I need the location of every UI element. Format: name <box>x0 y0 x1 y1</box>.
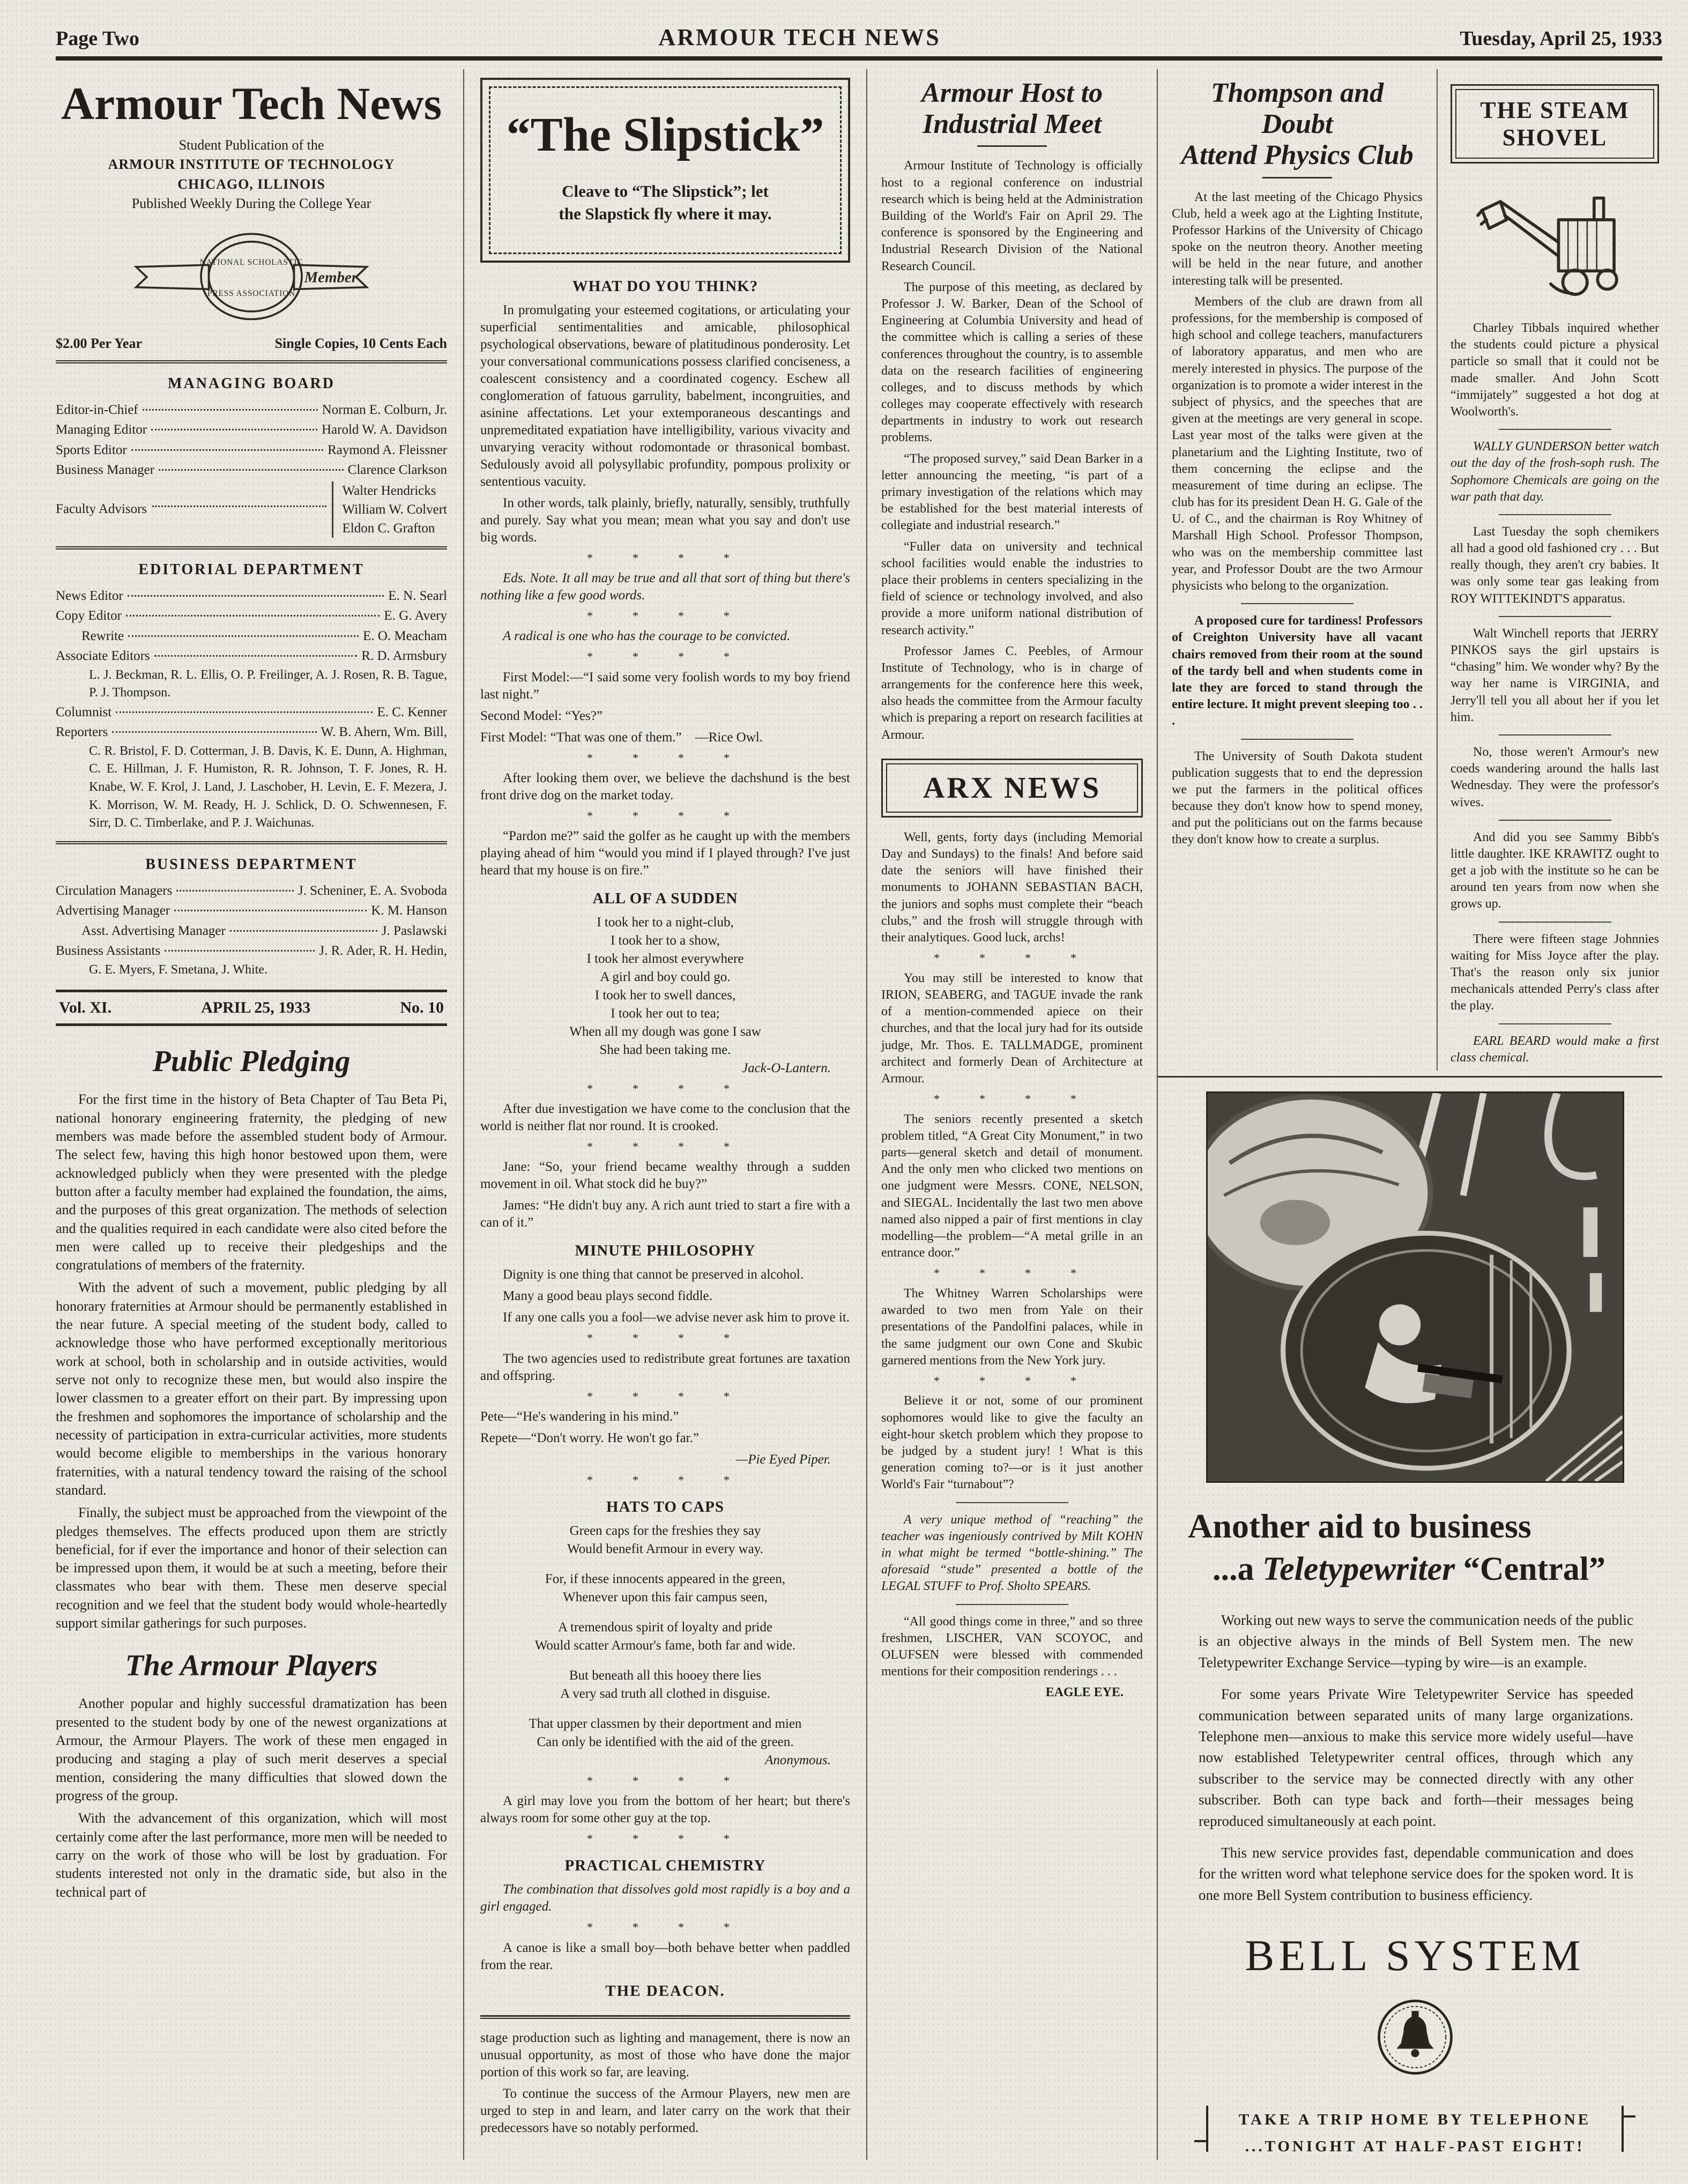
paragraph: When all my dough was gone I saw <box>569 1024 761 1039</box>
ad-headline-2 <box>1213 1550 1647 1588</box>
paragraph: There were fifteen stage Johnnies waiting for Miss Joyce after the play. That's the reason only six junior mechanicals attended Perry's class after the play. <box>1451 932 1659 1013</box>
masthead-subtitle: Student Publication of the <box>179 137 324 153</box>
paragraph: stage production such as lighting and management, there is now an unusual opportunity, as most of those who have done the major portion of this work so far, are leaving. <box>480 2030 850 2079</box>
paragraph: With the advancement of this organization, which will most certainly come after the last performance, more men will be needed to carry on the work of those who will be lost by graduation. For students interested not only in the dramatic side, but also in the technical part of <box>56 1810 447 1900</box>
paragraph: Finally, the subject must be approached from the viewpoint of the pledges themselves. The effects produced upon them are strictly beneficial, for if ever the importance and honor of their selection can be impressed upon them, it would be at such a meeting, before their classmates who bear with them. These men deserve special recognition and we feel that the student body would whole-heartedly support similar gatherings for such purposes. <box>56 1505 447 1631</box>
article-body <box>881 158 1143 743</box>
section-rule <box>56 841 447 844</box>
paragraph: A very sad truth all clothed in disguise. <box>560 1687 770 1701</box>
headline-dash <box>977 145 1047 147</box>
paragraph: Dignity is one thing that cannot be preserved in alcohol. <box>503 1267 804 1282</box>
paragraph: Another popular and highly successful dramatization has been presented to the student body by one of the newest organizations at Armour, the Armour Players. The work of these men engaged in producing and staging a play of such merit deserves a special mention, considering the many difficulties that slowed down the progress of the group. <box>56 1696 447 1803</box>
ad-top-rule <box>1158 1076 1662 1078</box>
paragraph: WALLY GUNDERSON better watch out the day of the frosh-soph rush. The Sophomore Chemicals are going on the war path that day. <box>1451 440 1659 504</box>
paragraph: EAGLE EYE. <box>1045 1685 1124 1700</box>
paragraph: In other words, talk plainly, briefly, naturally, sensibly, truthfully and purely. Say what you mean; mean what you say and don't use big words. <box>480 496 850 545</box>
verse-gap <box>480 1655 850 1667</box>
faculty-advisors-row <box>56 481 447 538</box>
issue-date: APRIL 25, 1933 <box>201 999 311 1017</box>
headline-line: Industrial Meet <box>923 109 1102 140</box>
masthead-frequency: Published Weekly During the College Year <box>131 196 371 212</box>
badge-member-label: Member <box>304 269 358 286</box>
credit-row: Business Manager Clarence Clarkson <box>56 463 447 478</box>
ad-footer-line: ...TONIGHT AT HALF-PAST EIGHT! <box>1245 2137 1585 2155</box>
paragraph: She had been taking me. <box>599 1043 731 1057</box>
paragraph: First Model:—“I said some very foolish words to my boy friend last night.” <box>480 670 850 702</box>
paragraph: For the first time in the history of Beta Chapter of Tau Beta Pi, national honorary engineering fraternity, the pledging of new members was made before the assembled student body of Armour. The select few, having this high honor bestowed upon them, were acknowledged publicly when they were presented with the pledge button after a faculty member had explained the foundation, the aims, and the purposes of this great organization. The methods of selection and the qualities required in each candidate were also cited before the men were called up to receive their pledgeships and the congratulations of members of the fraternity. <box>56 1091 447 1273</box>
paragraph: Would benefit Armour in every way. <box>567 1542 763 1556</box>
credit-row: Advertising Manager K. M. Hanson <box>56 903 447 918</box>
ad-headline-suffix: “Central” <box>1455 1550 1605 1587</box>
paragraph: ALL OF A SUDDEN <box>592 889 738 907</box>
item-divider <box>1499 514 1611 515</box>
paragraph: For, if these innocents appeared in the green, <box>545 1572 786 1586</box>
stars-separator: * * * * <box>587 1774 743 1787</box>
article-arx-news <box>881 759 1143 1702</box>
managing-board-heading: MANAGING BOARD <box>168 375 335 392</box>
paragraph: A girl may love you from the bottom of her heart; but there's always room for some other guy at the top. <box>480 1794 850 1826</box>
paragraph: Green caps for the freshies they say <box>569 1524 761 1538</box>
masthead-city: CHICAGO, ILLINOIS <box>177 176 325 192</box>
paragraph: A canoe is like a small boy—both behave better when paddled from the rear. <box>480 1940 850 1972</box>
stars-separator: * * * * <box>587 808 743 822</box>
slipstick-box <box>480 78 850 263</box>
stars-separator: * * * * <box>587 1082 743 1095</box>
credit-row: Reporters W. B. Ahern, Wm. Bill, <box>56 725 447 740</box>
advisors-label: Faculty Advisors <box>56 502 147 517</box>
paragraph: But beneath all this hooey there lies <box>569 1668 762 1683</box>
steam-shovel-icon <box>1464 175 1646 309</box>
paragraph: Working out new ways to serve the communication needs of the public is an objective always in the minds of Bell System men. The new Teletypewriter Exchange Service—typing by wire—is an example. <box>1199 1611 1633 1670</box>
item-divider <box>956 1502 1068 1503</box>
paragraph: Second Model: “Yes?” <box>480 708 603 723</box>
paragraph: Repete—“Don't worry. He won't go far.” <box>480 1430 699 1445</box>
item-divider <box>1241 739 1354 740</box>
paragraph: A girl and boy could go. <box>600 970 731 984</box>
stars-separator: * * * * <box>587 650 743 664</box>
running-title: ARMOUR TECH NEWS <box>658 24 941 50</box>
masthead-title: Armour Tech News <box>61 78 442 129</box>
paragraph: HATS TO CAPS <box>606 1498 724 1516</box>
badge-seal-bottom-label: PRESS ASSOCIATION <box>207 288 296 298</box>
paragraph: MINUTE PHILOSOPHY <box>575 1242 756 1260</box>
paragraph: The combination that dissolves gold most rapidly is a boy and a girl engaged. <box>480 1882 850 1914</box>
paragraph: After due investigation we have come to the conclusion that the world is neither flat nor round. It is crooked. <box>480 1102 850 1134</box>
paragraph: Walt Winchell reports that JERRY PINKOS says the girl upstairs is “chasing” him. We wonder why? By the way her name is VIRGINIA, and Jerry'll tell you all about her if you let him. <box>1451 626 1659 724</box>
item-divider <box>1499 922 1611 923</box>
advisor-names <box>332 481 447 538</box>
paragraph: A tremendous spirit of loyalty and pride <box>558 1620 772 1635</box>
price-per-year: $2.00 Per Year <box>56 335 143 351</box>
paragraph: I took her almost everywhere <box>586 952 744 966</box>
paragraph: In promulgating your esteemed cogitations, or articulating your superficial sentimentalities and amicable, philosophical psychological observations, beware of platitudinous ponderosity. Let your conversational communications possess clarified conciseness, a coalescent consistency and a coordinated cogency. Eschew all conglomeration of fatuous garrulity, babelment, incongruities, and asinine affectations. Let your extemporaneous descantings and unpremeditated expatiation have intelligibility, various vivacity and unvarying veracity without rodomontade or thrasonical bombast. Sedulously avoid all polysyllabic profundity, pompous prolixity or sententious vacuity. <box>480 303 850 489</box>
ad-body <box>1183 1610 1647 1906</box>
column-physics-club <box>1158 69 1438 1071</box>
headline-line: Armour Host to <box>921 78 1103 108</box>
volume-row <box>56 990 447 1026</box>
paragraph: Members of the club are drawn from all professions, for the membership is composed of high school and college teachers, manufacturers of laboratory apparatus, and men who are merely interested in physics. The purpose of the organization is to promote a wider interest in the subject of physics, and the speeches that are given at the meetings are very general in scope. Last year most of the talks were given at the planetarium and the Lighting Institute, two of them concerning the eclipse and the measurement of time during an eclipse. The club has for its president Dean H. G. Gale of the U. of C., and the chairman is Roy Whitney of Marshall High School. Professor Thompson, who was on the membership committee last year, and Professor Doubt are the two Armour physicists who belong to the organization. <box>1172 294 1423 593</box>
stars-separator: * * * * <box>587 1920 743 1934</box>
right-top-columns <box>1158 69 1662 1071</box>
paragraph: PRACTICAL CHEMISTRY <box>564 1857 766 1875</box>
paragraph: —Pie Eyed Piper. <box>735 1452 831 1467</box>
stars-separator: * * * * <box>587 1832 743 1846</box>
paragraph: For some years Private Wire Teletypewriter Service has speeded communication between separated units of many large organizations. Telephone men—anxious to make this service more widely useful—have now established Teletypewriter central offices, through which any subscriber to the service may be connected directly with any other subscriber. Both can type back and forth—their messages being reproduced simultaneously at each point. <box>1199 1686 1633 1829</box>
headline-dash <box>1262 177 1332 179</box>
ad-footer-line: TAKE A TRIP HOME BY TELEPHONE <box>1238 2111 1592 2129</box>
arx-news-body <box>881 829 1143 1702</box>
ad-headline-1: Another aid to business <box>1188 1506 1531 1545</box>
stars-separator: * * * * <box>934 1266 1090 1280</box>
paragraph: The two agencies used to redistribute great fortunes are taxation and offspring. <box>480 1351 850 1383</box>
stars-separator: * * * * <box>587 551 743 565</box>
item-divider <box>1499 429 1611 430</box>
paragraph: The University of South Dakota student publication suggests that to end the depression we put the farmers in the political offices because they don't know how to spend money, and put the politicians out on the farms because they don't know how to create a surplus. <box>1172 749 1423 847</box>
section-rule <box>56 546 447 549</box>
advisor-name: William W. Colvert <box>342 502 447 517</box>
member-badge <box>56 228 447 327</box>
paragraph: At the last meeting of the Chicago Physics Club, held a week ago at the Lighting Institute, Professor Harkins of the University of Chicago spoke on the neutron theory. Another meeting will be held in the near future, and another interesting talk will be presented. <box>1172 190 1423 288</box>
paragraph: A proposed cure for tardiness! Professors of Creighton University have all vacant chairs removed from their room at the sound of the tardy bell and when students come in late they are forced to stand through the entire lecture. It might prevent sleeping too . . . <box>1172 614 1423 729</box>
paragraph: Charley Tibbals inquired whether the students could picture a physical particle so small that it could not be made smaller. And John Scott “immijately” suggested a hot dog at Woolworth's. <box>1451 321 1659 419</box>
credit-continuation: C. R. Bristol, F. D. Cotterman, J. B. Davis, K. E. Dunn, A. Highman, C. E. Hillman, J. F. Humiston, R. R. Johnson, T. F. Jones, R. H. Knabe, W. F. Krol, J. Land, J. Laschober, H. Levin, E. F. Mezera, J. K. Morrison, W. M. Ready, H. J. Schlick, D. O. Schwennesen, F. Sirr, D. C. Timberlake, and P. J. Waichunas. <box>89 744 447 830</box>
arx-news-box <box>881 759 1143 818</box>
credit-row: Circulation Managers J. Scheniner, E. A. Svoboda <box>56 883 447 898</box>
article-physics-club <box>1172 78 1423 849</box>
paragraph: After looking them over, we believe the dachshund is the best front drive dog on the market today. <box>480 770 850 803</box>
paragraph: Can only be identified with the aid of the green. <box>537 1735 794 1749</box>
header-rule <box>56 56 1662 61</box>
stars-separator: * * * * <box>934 1092 1090 1106</box>
verse-gap <box>480 1607 850 1619</box>
credit-row: Editor-in-Chief Norman E. Colburn, Jr. <box>56 402 447 417</box>
editorial-dept-rows <box>56 586 447 833</box>
paragraph: A radical is one who has the courage to be convicted. <box>503 629 791 644</box>
verse-gap <box>480 1704 850 1715</box>
slipstick-box-inner <box>489 86 842 254</box>
paragraph: EARL BEARD would make a first class chemical. <box>1451 1034 1659 1065</box>
slipstick-motto-line: the Slapstick fly where it may. <box>559 204 772 223</box>
column-industrial-arx <box>867 69 1158 2160</box>
stars-separator: * * * * <box>587 1331 743 1345</box>
price-row <box>56 336 447 352</box>
paragraph: Would scatter Armour's fame, both far and wide. <box>534 1638 796 1653</box>
item-divider <box>1499 616 1611 617</box>
paragraph: Believe it or not, some of our prominent sophomores would like to give the faculty an eight-hour sketch problem which they propose to be judged by a student jury! ! What is this generation coming to?—or is it just another World's Fair “turnabout”? <box>881 1394 1143 1492</box>
paragraph: I took her to a show, <box>611 933 720 948</box>
paragraph: First Model: “That was one of them.” —Rice Owl. <box>480 730 763 745</box>
business-dept-rows <box>56 881 447 979</box>
issue-number: No. 10 <box>400 999 444 1017</box>
credit-row: News Editor E. N. Searl <box>56 588 447 603</box>
paragraph: Armour Institute of Technology is officially host to a regional conference on industrial research which is being held at the Administration Building of the World's Fair on April 29. The conference is sponsored by the Engineering and Industrial Research Division of the National Research Council. <box>881 159 1143 273</box>
managing-board-rows <box>56 400 447 480</box>
slipstick-title: “The Slipstick” <box>506 108 824 161</box>
article-headline <box>1172 78 1423 172</box>
headline-line: Thompson and Doubt <box>1210 78 1384 140</box>
article-body <box>1172 189 1423 849</box>
advisor-name: Walter Hendricks <box>342 483 436 498</box>
paragraph: “Fuller data on university and technical school facilities would enable the industries to place their problems in centers specializing in the field of science or technology involved, and also provide a more uniform national distribution of research activity.” <box>881 539 1143 637</box>
paragraph: WHAT DO YOU THINK? <box>572 278 759 295</box>
volume-number: Vol. XI. <box>59 999 112 1017</box>
stars-separator: * * * * <box>587 609 743 623</box>
stars-separator: * * * * <box>587 1140 743 1154</box>
article-industrial-meet <box>881 78 1143 744</box>
column-steam-shovel <box>1438 69 1662 1071</box>
stars-separator: * * * * <box>587 751 743 764</box>
section-rule <box>56 360 447 363</box>
editorial-body <box>56 1090 447 1632</box>
ad-headline-prefix: ...a <box>1213 1550 1262 1587</box>
credit-continuation: L. J. Beckman, R. L. Ellis, O. P. Freilinger, A. J. Rosen, R. B. Tague, P. J. Thompson. <box>89 667 447 700</box>
steam-shovel-box <box>1451 84 1659 164</box>
masthead <box>56 77 447 1026</box>
paragraph: The purpose of this meeting, as declared by Professor J. W. Barker, Dean of the School of Engineering at Columbia University and head of the committee which is calling a series of these conferences throughout the country, is to assemble data on the research facilities of engineering colleges, and to discuss methods by which colleges may cooperate effectively with research departments in industry to work out research problems. <box>881 280 1143 445</box>
paragraph: Jack-O-Lantern. <box>742 1061 831 1075</box>
item-divider <box>956 1604 1068 1605</box>
slipstick-body <box>480 277 850 2001</box>
slipstick-motto-line: Cleave to “The Slipstick”; let <box>562 182 769 200</box>
credit-row: Sports Editor Raymond A. Fleissner <box>56 442 447 457</box>
right-region <box>1158 69 1662 2160</box>
item-divider <box>1499 820 1611 821</box>
stars-separator: * * * * <box>587 1473 743 1487</box>
paragraph: Pete—“He's wandering in his mind.” <box>480 1409 679 1424</box>
credit-row: Associate Editors R. D. Armsbury <box>56 649 447 664</box>
paragraph: “All good things come in three,” and so three freshmen, LISCHER, VAN SCOYOC, and OLUFSEN were blessed with commended mentions for their composition renderings . . . <box>881 1614 1143 1679</box>
page-number: Page Two <box>56 27 139 50</box>
paragraph: THE DEACON. <box>605 1982 725 2000</box>
credit-row: Asst. Advertising Manager J. Paslawski <box>81 923 447 938</box>
steam-shovel-title: THE STEAM SHOVEL <box>1455 89 1654 159</box>
bell-logo-icon <box>1183 1997 1647 2080</box>
paragraph: No, those weren't Armour's new coeds wandering around the halls last Wednesday. They were the professor's wives. <box>1451 745 1659 809</box>
teletype-operator-illustration <box>1206 1091 1624 1483</box>
page-header <box>56 24 1662 51</box>
stars-separator: * * * * <box>934 1373 1090 1387</box>
column-masthead-editorials <box>56 69 464 2160</box>
article-headline <box>881 78 1143 140</box>
paragraph: Jane: “So, your friend became wealthy through a sudden movement in oil. What stock did he buy?” <box>480 1160 850 1192</box>
item-divider <box>1499 734 1611 736</box>
credit-continuation: G. E. Myers, F. Smetana, J. White. <box>89 962 267 977</box>
paragraph: This new service provides fast, dependable communication and does for the written word what telephone service does for the spoken word. It is one more Bell System contribution to business efficiency. <box>1199 1845 1633 1903</box>
paragraph: The Whitney Warren Scholarships were awarded to two men from Yale on their presentations of the Pandolfini palaces, while in the same judgment our own Cone and Skubic garnered mentions from the New York jury. <box>881 1286 1143 1368</box>
item-divider <box>1499 1023 1611 1024</box>
paragraph: If any one calls you a fool—we advise never ask him to prove it. <box>503 1310 850 1325</box>
paragraph: I took her to swell dances, <box>594 988 736 1002</box>
ad-footer <box>1224 2104 1605 2160</box>
column-slipstick <box>464 69 867 2160</box>
paragraph: Many a good beau plays second fiddle. <box>503 1289 712 1304</box>
paragraph: With the advent of such a movement, public pledging by all honorary fraternities at Armour should be permanently established in the near future. A special meeting of the student body, called to acknowledge those who have performed exceptionally meritorious work at school, both in scholarship and in outside activities, would serve not only to recognize these men, but would also inspire the lower classmen to a greater effort on their part. By impressing upon the freshmen and sophomores the importance of scholarship and the necessity of participation in extra-curricular activities, more students would become eligible to memberships in the various honorary fraternities, with a natural tendency toward the raising of the school standard. <box>56 1280 447 1498</box>
paragraph: That upper classmen by their deportment and mien <box>529 1717 802 1731</box>
editorial-title: Public Pledging <box>152 1045 351 1079</box>
columns-container <box>56 69 1662 2160</box>
item-divider <box>1241 603 1354 604</box>
page-date: Tuesday, April 25, 1933 <box>1460 27 1662 50</box>
paragraph: The seniors recently presented a sketch problem titled, “A Great City Monument,” in two parts—general sketch and detail of monument. And the only men who clicked two mentions on one judgment were Messrs. CONE, NELSON, and SIEGAL. Incidentally the last two men above named also nipped a pair of first mentions in clay modelling—the problem—“A metal grille in an entrance door.” <box>881 1112 1143 1260</box>
bell-system-ad <box>1158 1086 1662 2160</box>
headline-line: Attend Physics Club <box>1181 140 1414 171</box>
paragraph: Well, gents, forty days (including Memorial Day and Sundays) to the finals! And before said date the seniors will have finished their monuments to JOHANN SEBASTIAN BACH, the juniors and sophs must complete their “beach clubs,” and the frosh will struggle through with their analytiques. Good luck, archs! <box>881 830 1143 945</box>
credit-row: Copy Editor E. G. Avery <box>56 608 447 623</box>
footer-bracket-right <box>1608 2106 1624 2152</box>
credit-row: Rewrite E. O. Meacham <box>81 628 447 643</box>
paragraph: I took her out to tea; <box>611 1006 720 1021</box>
verse-gap <box>480 1559 850 1571</box>
paragraph: A very unique method of “reaching” the teacher was ingeniously contrived by Milt KOHN in what might be termed “bottle-shining.” The aforesaid “stude” presented a bottle of the LEGAL STUFF to Prof. Sholto SPEARS. <box>881 1512 1143 1594</box>
price-single-copy: Single Copies, 10 Cents Each <box>274 335 447 351</box>
advisor-name: Eldon C. Grafton <box>342 521 435 536</box>
paragraph: Eds. Note. It all may be true and all that sort of thing but there's nothing like a few good words. <box>480 571 850 603</box>
arx-news-title: ARX NEWS <box>886 763 1138 813</box>
editorial-body <box>56 1695 447 1901</box>
paragraph: Professor James C. Peebles, of Armour Institute of Technology, who is in charge of arrangements for the conference here this week, also heads the committee from the Armour faculty which is preparing a report on research facilities at Armour. <box>881 644 1143 742</box>
column-divider-rule <box>480 2015 850 2019</box>
steam-shovel-body <box>1451 320 1659 1066</box>
stars-separator: * * * * <box>934 951 1090 965</box>
dot-leader <box>152 506 326 507</box>
paragraph: I took her to a night-club, <box>597 915 734 930</box>
editorial-dept-heading: EDITORIAL DEPARTMENT <box>138 561 365 578</box>
paragraph: Anonymous. <box>765 1753 831 1767</box>
paragraph: Whenever upon this fair campus seen, <box>563 1590 768 1604</box>
paragraph: To continue the success of the Armour Players, new men are urged to step in and learn, and later carry on the work that their predecessors have so notably performed. <box>480 2086 850 2135</box>
badge-seal-top-label: NATIONAL SCHOLASTIC <box>199 257 303 267</box>
credit-row: Columnist E. C. Kenner <box>56 704 447 719</box>
paragraph: “Pardon me?” said the golfer as he caught up with the members playing ahead of him “would you mind if I played through? I've just heard that my house is on fire.” <box>480 828 850 878</box>
ad-headline-italic: Teletypewriter <box>1262 1550 1455 1587</box>
credit-row: Business Assistants J. R. Ader, R. H. Hedin, <box>56 944 447 959</box>
editorial-title: The Armour Players <box>125 1649 378 1683</box>
paragraph: You may still be interested to know that IRION, SEABERG, and TAGUE invade the rank of a mention-commended apiece on their churches, and that the local jury had for its outside judge, Mr. Thos. E. TALLMADGE, prominent architect and formerly Dean of Architecture at Armour. <box>881 971 1143 1086</box>
editorial-armour-players <box>56 1648 447 1901</box>
paragraph: And did you see Sammy Bibb's little daughter. IKE KRAWITZ ought to get a job with the institute so he can be around ten years from now when she grows up. <box>1451 830 1659 911</box>
editorial-public-pledging <box>56 1044 447 1632</box>
footer-bracket-left <box>1206 2106 1222 2152</box>
masthead-institute: ARMOUR INSTITUTE OF TECHNOLOGY <box>108 157 395 173</box>
business-dept-heading: BUSINESS DEPARTMENT <box>145 856 358 873</box>
credit-row: Managing Editor Harold W. A. Davidson <box>56 422 447 437</box>
paragraph: Last Tuesday the soph chemikers all had a good old fashioned cry . . . But really though, they aren't cry babies. It was only some tear gas leaking from ROY WITTEKINDT'S apparatus. <box>1451 524 1659 606</box>
paragraph: “The proposed survey,” said Dean Barker in a letter announcing the meeting, “is part of a primary investigation of the relations which may be established for the best material interests of collegiate and industrial research.” <box>881 451 1143 533</box>
armour-players-continuation <box>480 2030 850 2137</box>
paragraph: James: “He didn't buy any. A rich aunt tried to start a fire with a can of it.” <box>480 1198 850 1230</box>
stars-separator: * * * * <box>587 1389 743 1403</box>
bell-system-logotype: BELL SYSTEM <box>1245 1931 1585 1980</box>
